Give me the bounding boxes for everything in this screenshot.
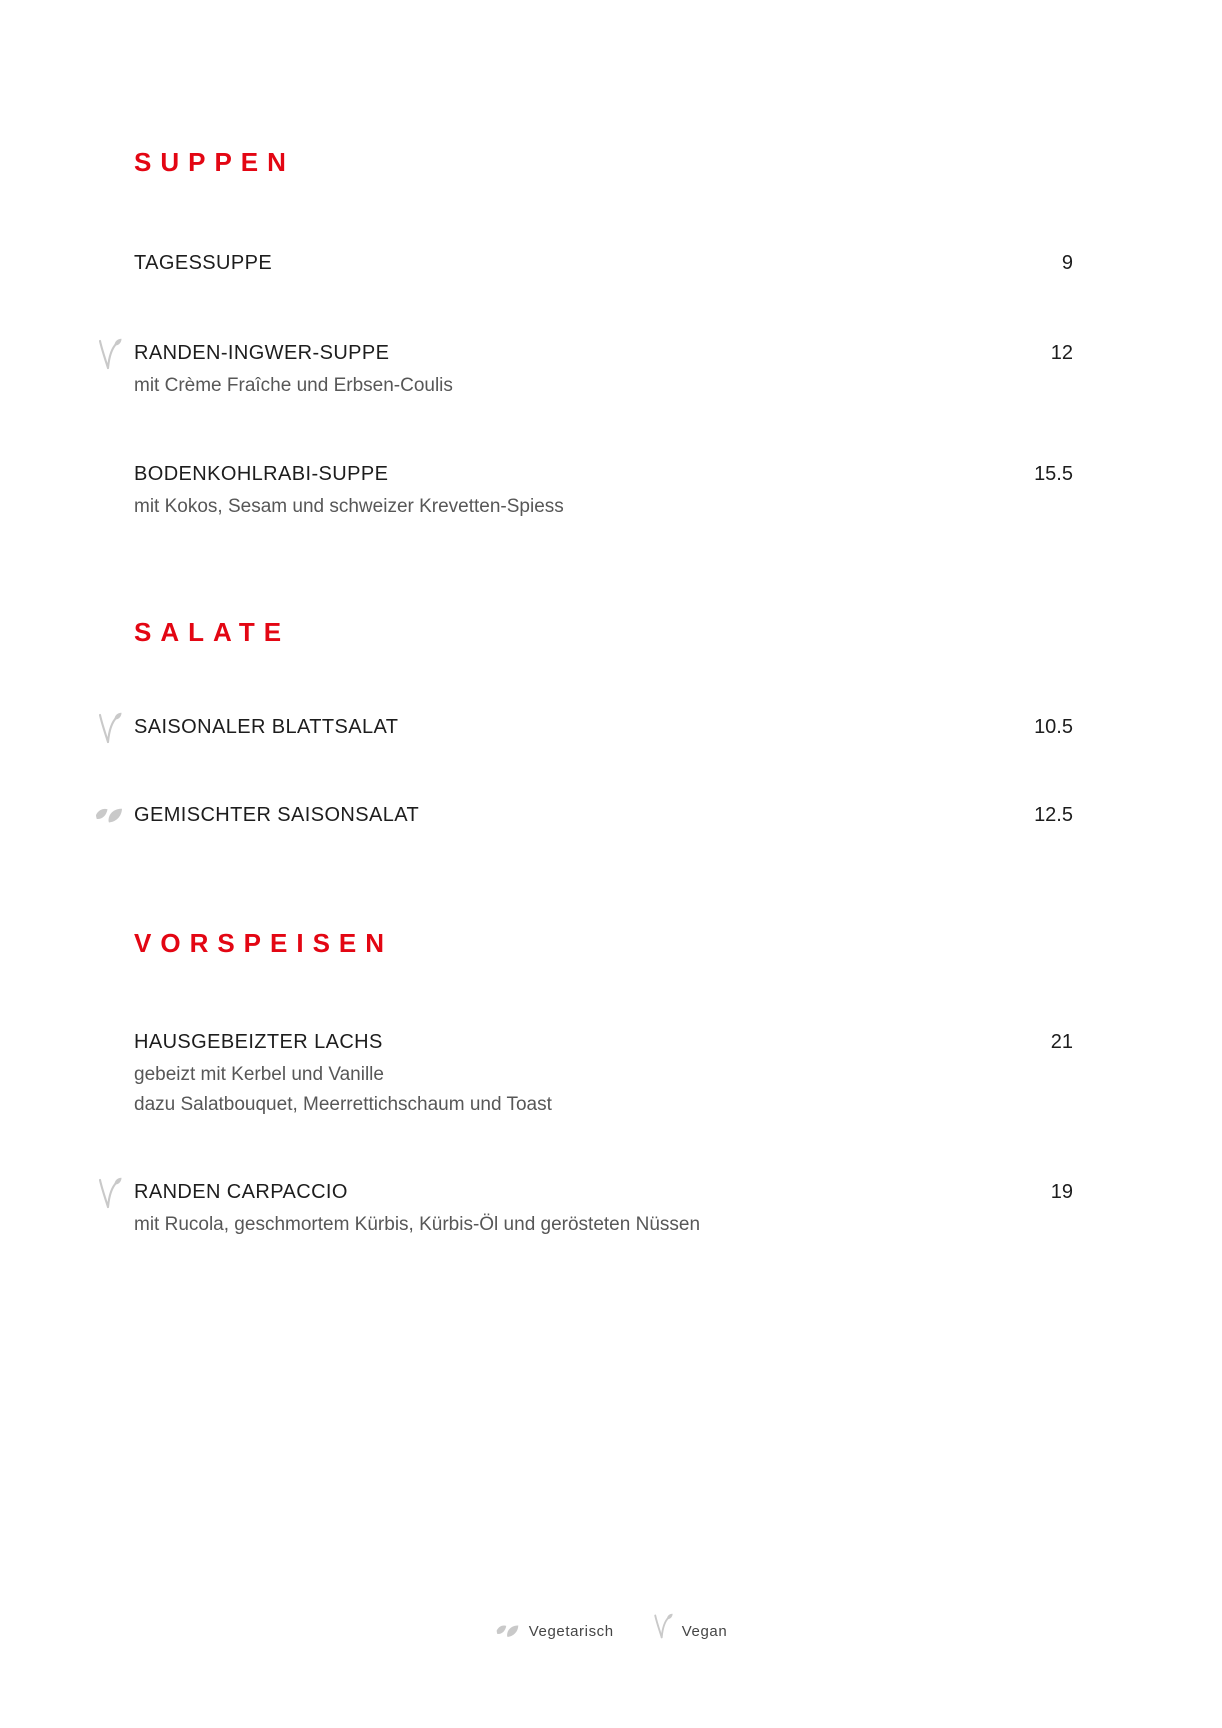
vegan-icon <box>96 338 122 370</box>
item-price: 15.5 <box>1034 463 1073 485</box>
legend-vegan-label: Vegan <box>681 1622 728 1640</box>
menu-item-gemischter-saisonsalat <box>134 804 1073 827</box>
item-description <box>134 1060 1073 1120</box>
menu-item-hausgebeizter-lachs <box>134 1031 1073 1120</box>
item-name: HAUSGEBEIZTER LACHS <box>134 1031 383 1053</box>
section-title-vorspeisen: VORSPEISEN <box>134 928 394 958</box>
menu-item-tagessuppe <box>134 252 1073 275</box>
menu-item-bodenkohlrabi-suppe <box>134 463 1073 522</box>
legend-vegetarian-label: Vegetarisch <box>528 1622 614 1640</box>
legend-vegetarian <box>495 1622 614 1641</box>
item-name: SAISONALER BLATTSALAT <box>134 716 399 738</box>
section-title-suppen: SUPPEN <box>134 147 295 177</box>
legend-vegan <box>652 1618 728 1644</box>
section-title-salate: SALATE <box>134 617 291 647</box>
item-price: 12 <box>1050 342 1073 364</box>
item-name: GEMISCHTER SAISONSALAT <box>134 804 420 826</box>
vegetarian-icon <box>94 805 124 827</box>
item-price: 21 <box>1050 1031 1073 1053</box>
item-description: mit Rucola, geschmortem Kürbis, Kürbis-Öl und gerösteten Nüssen <box>134 1214 701 1235</box>
diet-legend <box>0 1618 1222 1644</box>
item-name: RANDEN CARPACCIO <box>134 1181 348 1203</box>
vegan-icon <box>96 1177 122 1209</box>
item-name: TAGESSUPPE <box>134 252 273 274</box>
item-description-line: gebeizt mit Kerbel und Vanille <box>134 1064 384 1085</box>
item-name: RANDEN-INGWER-SUPPE <box>134 342 390 364</box>
vegan-icon <box>96 712 122 744</box>
menu-item-randen-carpaccio <box>134 1181 1073 1240</box>
item-description: mit Crème Fraîche und Erbsen-Coulis <box>134 375 453 396</box>
vegetarian-icon <box>495 1622 520 1641</box>
item-price: 9 <box>1061 252 1073 274</box>
item-price: 12.5 <box>1034 804 1073 826</box>
item-name: BODENKOHLRABI-SUPPE <box>134 463 389 485</box>
item-price: 10.5 <box>1034 716 1073 738</box>
menu-item-saisonaler-blattsalat <box>134 716 1073 739</box>
item-price: 19 <box>1050 1181 1073 1203</box>
item-description: mit Kokos, Sesam und schweizer Krevetten-Spiess <box>134 496 564 517</box>
menu-item-randen-ingwer-suppe <box>134 342 1073 401</box>
item-description-line: dazu Salatbouquet, Meerrettichschaum und Toast <box>134 1094 552 1115</box>
vegan-icon <box>652 1613 673 1639</box>
